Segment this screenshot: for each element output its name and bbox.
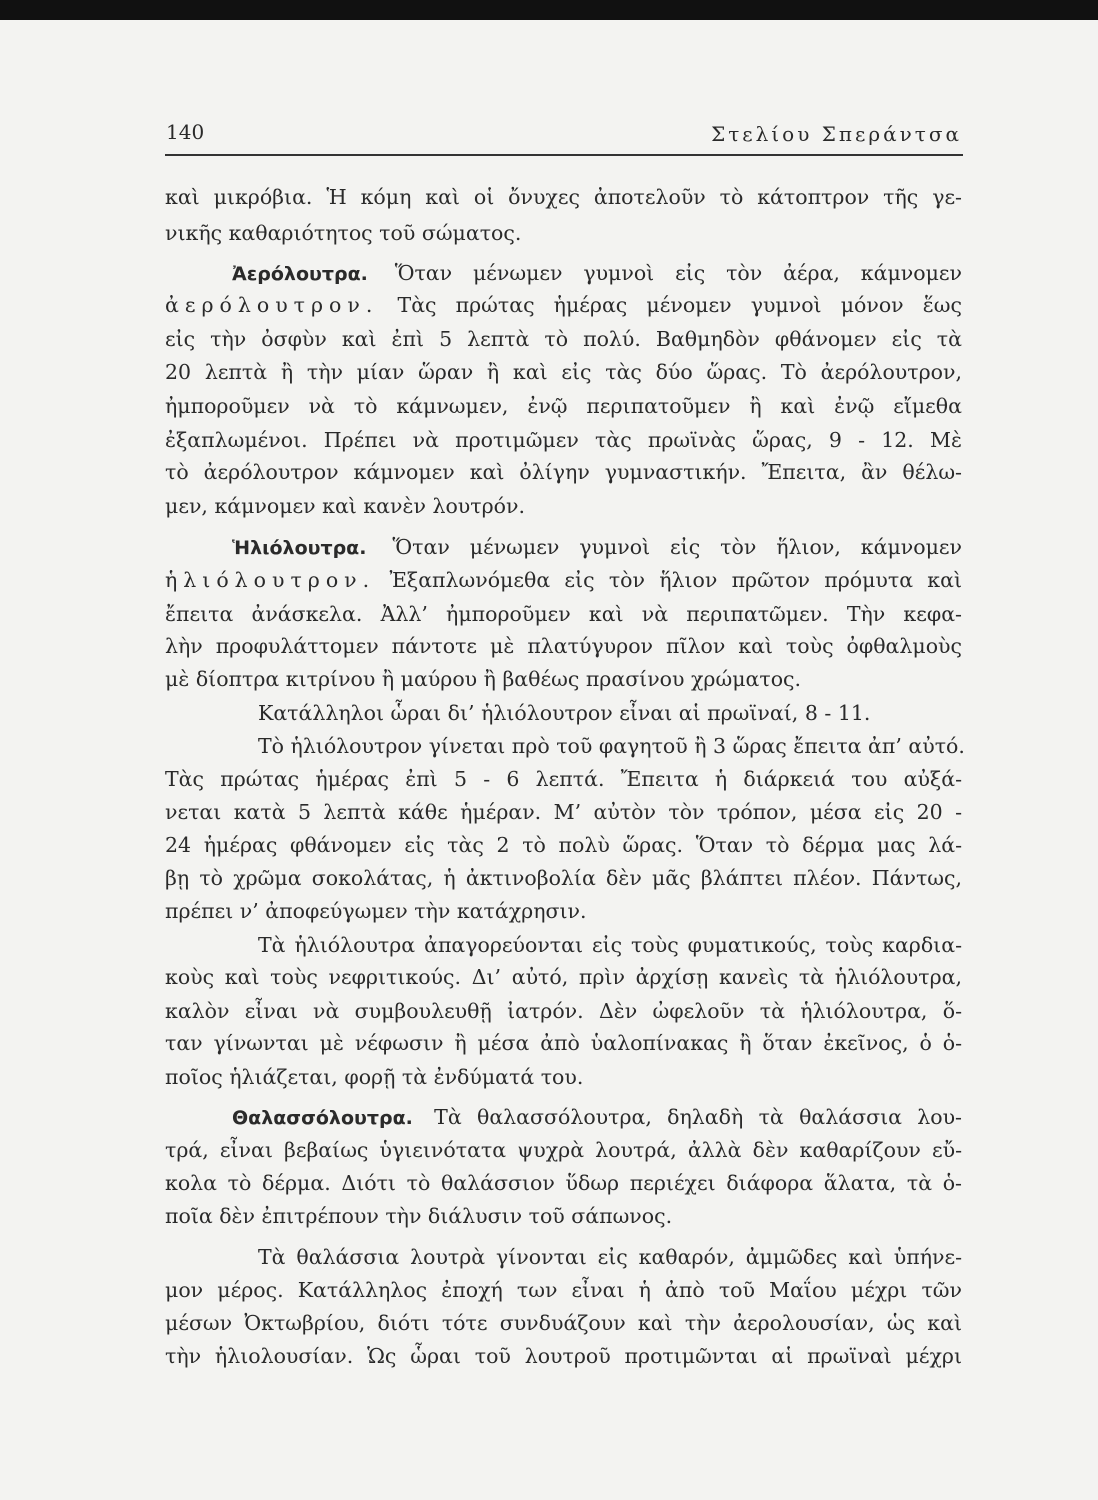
text-line — [165, 183, 962, 211]
text-line — [165, 392, 962, 420]
text-line — [165, 1342, 962, 1370]
text-line — [165, 897, 962, 925]
line-text: μὲ δίοπτρα κιτρίνου ἢ μαύρου ἢ βαθέως πρασίνου χρώματος. — [165, 667, 802, 691]
text-line — [165, 632, 962, 660]
line-text: μον μέρος. Κατάλληλος ἐποχή των εἶναι ἡ ἀπὸ τοῦ Μαΐου μέχρι τῶν — [165, 1278, 962, 1302]
line-text: Ὅταν μένωμεν γυμνοὶ εἰς τὸν ἥλιον, κάμνομεν — [392, 535, 962, 559]
text-line — [165, 1309, 962, 1337]
line-text: Τὰ θαλασσόλουτρα, δηλαδὴ τὰ θαλάσσια λου- — [434, 1105, 962, 1129]
text-line — [165, 1276, 962, 1304]
text-line — [165, 566, 962, 594]
running-head: Στελίου Σπεράντσα — [711, 122, 962, 146]
text-line — [165, 1063, 962, 1091]
text-line — [165, 765, 962, 793]
scan-edge — [0, 0, 1098, 20]
line-text: τὴν ἡλιολουσίαν. Ὡς ὧραι τοῦ λουτροῦ προτιμῶνται αἱ πρωϊναὶ μέχρι — [165, 1344, 962, 1368]
line-text: κολα τὸ δέρμα. Διότι τὸ θαλάσσιον ὕδωρ περιέχει διάφορα ἅλατα, τὰ ὁ- — [165, 1171, 962, 1195]
text-line — [165, 358, 962, 386]
text-line — [165, 864, 962, 892]
line-text: ταν γίνωνται μὲ νέφωσιν ἢ μέσα ἀπὸ ὑαλοπίνακας ἢ ὅταν ἐκεῖνος, ὁ ὁ- — [165, 1031, 962, 1055]
line-text: καὶ μικρόβια. Ἡ κόμη καὶ οἱ ὄνυχες ἀποτελοῦν τὸ κάτοπτρον τῆς γε- — [165, 185, 962, 209]
line-text: μεν, κάμνομεν καὶ κανὲν λουτρόν. — [165, 494, 525, 518]
line-text: νεται κατὰ 5 λεπτὰ κάθε ἡμέραν. Μ’ αὐτὸν τὸν τρόπον, μέσα εἰς 20 - — [165, 800, 962, 824]
line-text: βῃ τὸ χρῶμα σοκολάτας, ἡ ἀκτινοβολία δὲν μᾶς βλάπτει πλέον. Πάντως, — [165, 866, 962, 890]
line-text: Τὰ ἡλιόλουτρα ἀπαγορεύονται εἰς τοὺς φυματικούς, τοὺς καρδια- — [258, 933, 962, 957]
text-line — [165, 798, 962, 826]
text-line — [258, 732, 965, 760]
line-text: τρά, εἶναι βεβαίως ὑγιεινότατα ψυχρὰ λουτρά, ἀλλὰ δὲν καθαρίζουν εὔ- — [165, 1138, 962, 1162]
text-line — [165, 1202, 962, 1230]
text-line — [165, 291, 962, 319]
text-line — [165, 458, 962, 486]
text-line — [165, 219, 962, 247]
line-text: Τὰς πρώτας ἡμέρας μένομεν γυμνοὶ μόνον ἕως — [397, 293, 962, 317]
text-line — [165, 665, 962, 693]
line-text: ἔπειτα ἀνάσκελα. Ἀλλ’ ἠμποροῦμεν καὶ νὰ περιπατῶμεν. Τὴν κεφα- — [165, 602, 962, 626]
line-text: μέσων Ὀκτωβρίου, διότι τότε συνδυάζουν καὶ τὴν ἀερολουσίαν, ὡς καὶ — [165, 1311, 962, 1335]
line-text: 20 λεπτὰ ἢ τὴν μίαν ὥραν ἢ καὶ εἰς τὰς δύο ὥρας. Τὸ ἀερόλουτρον, — [165, 360, 962, 384]
text-line — [232, 533, 962, 562]
text-line — [165, 831, 962, 859]
line-text: Τὰς πρώτας ἡμέρας ἐπὶ 5 - 6 λεπτά. Ἔπειτα ἡ διάρκειά του αὐξά- — [165, 767, 962, 791]
text-line — [165, 426, 962, 454]
line-text: τὸ ἀερόλουτρον κάμνομεν καὶ ὀλίγην γυμναστικήν. Ἔπειτα, ἂν θέλω- — [165, 460, 962, 484]
line-text: ἠμποροῦμεν νὰ τὸ κάμνωμεν, ἐνῷ περιπατοῦμεν ἢ καὶ ἐνῷ εἴμεθα — [165, 394, 962, 418]
line-text: κοὺς καὶ τοὺς νεφριτικούς. Δι’ αὐτό, πρὶν ἀρχίσῃ κανεὶς τὰ ἡλιόλουτρα, — [165, 965, 962, 989]
text-line — [165, 1169, 962, 1197]
page-number: 140 — [166, 120, 205, 144]
text-line — [232, 1103, 962, 1132]
text-line — [232, 259, 962, 288]
text-line — [165, 492, 962, 520]
line-text: ποῖος ἡλιάζεται, φορῇ τὰ ἐνδύματά του. — [165, 1065, 584, 1089]
line-text: καλὸν εἶναι νὰ συμβουλευθῇ ἰατρόν. Δὲν ὠφελοῦν τὰ ἡλιόλουτρα, ὅ- — [165, 999, 962, 1023]
line-text: Κατάλληλοι ὧραι δι’ ἡλιόλουτρον εἶναι αἱ πρωϊναί, 8 - 11. — [258, 701, 871, 725]
line-text: νικῆς καθαριότητος τοῦ σώματος. — [165, 221, 522, 245]
line-text: Τὸ ἡλιόλουτρον γίνεται πρὸ τοῦ φαγητοῦ ἢ 3 ὥρας ἔπειτα ἀπ’ αὐτό. — [258, 734, 965, 758]
section-heading: Ἡλιόλουτρα. — [232, 537, 367, 559]
text-line — [258, 931, 962, 959]
section-heading: Θαλασσόλουτρα. — [232, 1107, 413, 1129]
text-line — [258, 1243, 962, 1271]
section-heading: Ἀερόλουτρα. — [232, 263, 368, 285]
line-text: Ὅταν μένωμεν γυμνοὶ εἰς τὸν ἀέρα, κάμνομεν — [394, 261, 962, 285]
line-text: Τὰ θαλάσσια λουτρὰ γίνονται εἰς καθαρόν, ἀμμῶδες καὶ ὑπήνε- — [258, 1245, 962, 1269]
spaced-term: ἀερόλουτρον. — [165, 293, 379, 317]
line-text: λὴν προφυλάττομεν πάντοτε μὲ πλατύγυρον πῖλον καὶ τοὺς ὀφθαλμοὺς — [165, 634, 962, 658]
line-text: ποῖα δὲν ἐπιτρέπουν τὴν διάλυσιν τοῦ σάπωνος. — [165, 1204, 673, 1228]
text-line — [165, 997, 962, 1025]
line-text: 24 ἡμέρας φθάνομεν εἰς τὰς 2 τὸ πολὺ ὥρας. Ὅταν τὸ δέρμα μας λά- — [165, 833, 962, 857]
spaced-term: ἡλιόλουτρον. — [165, 568, 376, 592]
line-text: πρέπει ν’ ἀποφεύγωμεν τὴν κατάχρησιν. — [165, 899, 587, 923]
line-text: Ἐξαπλωνόμεθα εἰς τὸν ἥλιον πρῶτον πρόμυτα καὶ — [389, 568, 962, 592]
text-line — [165, 1029, 962, 1057]
text-line — [165, 1136, 962, 1164]
text-line — [165, 963, 962, 991]
line-text: ἐξαπλωμένοι. Πρέπει νὰ προτιμῶμεν τὰς πρωϊνὰς ὥρας, 9 - 12. Μὲ — [165, 428, 962, 452]
header-rule — [165, 154, 963, 156]
text-line — [258, 699, 962, 727]
text-line — [165, 325, 962, 353]
text-line — [165, 600, 962, 628]
line-text: εἰς τὴν ὀσφὺν καὶ ἐπὶ 5 λεπτὰ τὸ πολύ. Βαθμηδὸν φθάνομεν εἰς τὰ — [165, 327, 962, 351]
